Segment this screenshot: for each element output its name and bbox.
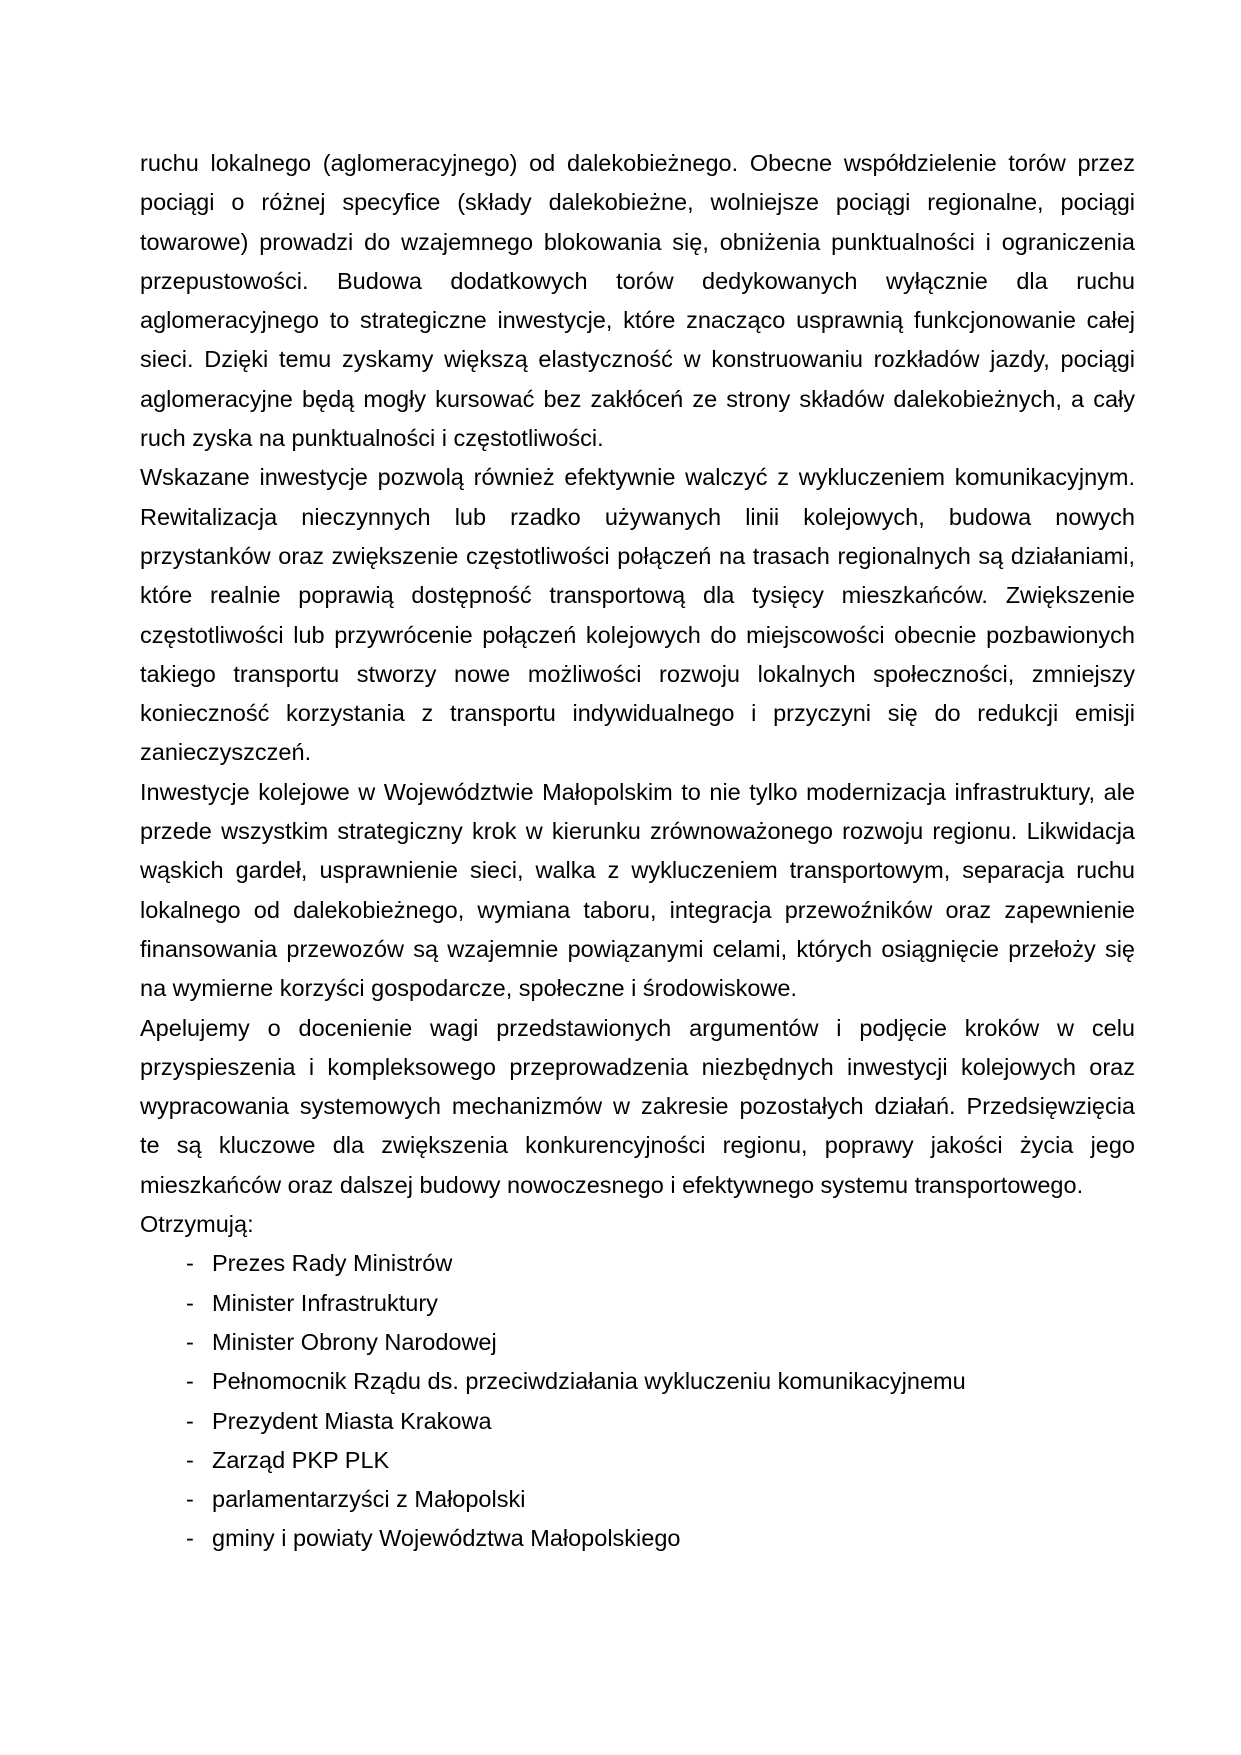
paragraph-line: wypracowania systemowych mechanizmów w zakresie pozostałych działań. Przedsięwzięcia (140, 1093, 1135, 1120)
dash-marker: - (186, 1407, 194, 1434)
recipient-item (140, 1402, 1135, 1441)
paragraph-line: przystanków oraz zwiększenie częstotliwości połączeń na trasach regionalnych są działaniami, (140, 542, 1135, 569)
dash-marker: - (186, 1446, 194, 1473)
paragraph-line: sieci. Dzięki temu zyskamy większą elastyczność w konstruowaniu rozkładów jazdy, pociągi (140, 346, 1135, 373)
paragraph-line: towarowe) prowadzi do wzajemnego blokowania się, obniżenia punktualności i ograniczenia (140, 228, 1135, 255)
paragraph-line: lokalnego od dalekobieżnego, wymiana taboru, integracja przewoźników oraz zapewnienie (140, 896, 1135, 923)
paragraph-line: te są kluczowe dla zwiększenia konkurencyjności regionu, poprawy jakości życia jego (140, 1132, 1135, 1159)
body-paragraph (140, 773, 1135, 1009)
paragraph-line: przepustowości. Budowa dodatkowych torów dedykowanych wyłącznie dla ruchu (140, 267, 1135, 294)
paragraph-line: które realnie poprawią dostępność transportową dla tysięcy mieszkańców. Zwiększenie (140, 582, 1135, 609)
recipient-item (140, 1480, 1135, 1519)
paragraph-line: mieszkańców oraz dalszej budowy nowoczesnego i efektywnego systemu transportowego. (140, 1171, 1084, 1198)
recipient-label: Minister Obrony Narodowej (212, 1328, 497, 1355)
recipient-label: Prezydent Miasta Krakowa (212, 1407, 492, 1434)
recipient-item (140, 1323, 1135, 1362)
recipients-list (140, 1244, 1135, 1558)
paragraph-line: przede wszystkim strategiczny krok w kierunku zrównoważonego rozwoju regionu. Likwidacja (140, 818, 1135, 845)
paragraph-line: na wymierne korzyści gospodarcze, społeczne i środowiskowe. (140, 975, 797, 1002)
paragraph-line: częstotliwości lub przywrócenie połączeń kolejowych do miejscowości obecnie pozbawionych (140, 621, 1135, 648)
paragraph-line: finansowania przewozów są wzajemnie powiązanymi celami, których osiągnięcie przełoży się (140, 935, 1135, 962)
body-paragraph (140, 458, 1135, 772)
recipient-item (140, 1441, 1135, 1480)
dash-marker: - (186, 1525, 194, 1552)
recipient-item (140, 1244, 1135, 1283)
paragraph-line: aglomeracyjne będą mogły kursować bez zakłóceń ze strony składów dalekobieżnych, a cały (140, 385, 1135, 412)
recipient-item (140, 1519, 1135, 1558)
paragraph-line: ruch zyska na punktualności i częstotliwości. (140, 425, 604, 452)
body-paragraph (140, 144, 1135, 458)
recipient-label: Prezes Rady Ministrów (212, 1250, 453, 1277)
recipients-heading: Otrzymują: (140, 1211, 254, 1238)
paragraph-line: Apelujemy o docenienie wagi przedstawionych argumentów i podjęcie kroków w celu (140, 1014, 1135, 1041)
recipient-label: parlamentarzyści z Małopolski (212, 1486, 526, 1513)
recipient-label: Pełnomocnik Rządu ds. przeciwdziałania wykluczeniu komunikacyjnemu (212, 1368, 966, 1395)
paragraph-line: ruchu lokalnego (aglomeracyjnego) od dalekobieżnego. Obecne współdzielenie torów przez (140, 150, 1135, 176)
dash-marker: - (186, 1250, 194, 1277)
paragraph-line: pociągi o różnej specyfice (składy dalekobieżne, wolniejsze pociągi regionalne, pociągi (140, 189, 1135, 216)
paragraph-line: Inwestycje kolejowe w Województwie Małopolskim to nie tylko modernizacja infrastruktury, ale (140, 778, 1135, 805)
recipient-item (140, 1284, 1135, 1323)
dash-marker: - (186, 1486, 194, 1513)
paragraph-line: wąskich gardeł, usprawnienie sieci, walka z wykluczeniem transportowym, separacja ruchu (140, 857, 1135, 884)
body-paragraph (140, 1009, 1135, 1205)
dash-marker: - (186, 1328, 194, 1355)
paragraph-line: Rewitalizacja nieczynnych lub rzadko używanych linii kolejowych, budowa nowych (140, 503, 1135, 530)
paragraph-line: przyspieszenia i kompleksowego przeprowadzenia niezbędnych inwestycji kolejowych oraz (140, 1053, 1135, 1080)
recipient-item (140, 1362, 1135, 1401)
paragraph-line: konieczność korzystania z transportu indywidualnego i przyczyni się do redukcji emisji (140, 700, 1135, 727)
paragraph-line: Wskazane inwestycje pozwolą również efektywnie walczyć z wykluczeniem komunikacyjnym. (140, 464, 1135, 491)
paragraph-line: zanieczyszczeń. (140, 739, 312, 766)
recipient-label: Minister Infrastruktury (212, 1289, 438, 1316)
paragraph-line: takiego transportu stworzy nowe możliwości rozwoju lokalnych społeczności, zmniejszy (140, 660, 1135, 687)
paragraph-line: aglomeracyjnego to strategiczne inwestycje, które znacząco usprawnią funkcjonowanie całej (140, 307, 1135, 334)
dash-marker: - (186, 1289, 194, 1316)
recipient-label: gminy i powiaty Województwa Małopolskiego (212, 1525, 681, 1552)
recipient-label: Zarząd PKP PLK (212, 1446, 390, 1473)
dash-marker: - (186, 1368, 194, 1395)
